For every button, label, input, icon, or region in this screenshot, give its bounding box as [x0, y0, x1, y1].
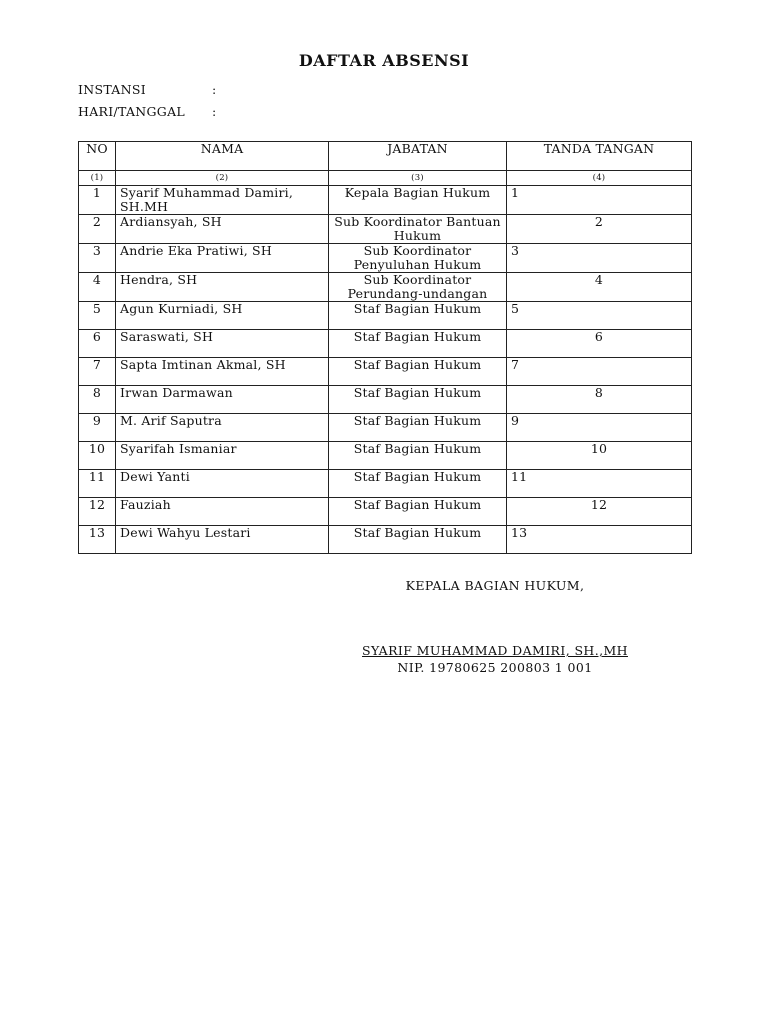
row-jabatan: Staf Bagian Hukum [329, 526, 507, 554]
table-row [79, 470, 692, 498]
attendance-table [78, 141, 692, 554]
row-jabatan: Sub Koordinator Penyuluhan Hukum [329, 244, 507, 273]
subheader-cell: (4) [507, 171, 692, 186]
field-separator: : [212, 104, 217, 119]
document-title: DAFTAR ABSENSI [298, 51, 470, 70]
table-row [79, 386, 692, 414]
header-row [79, 142, 692, 171]
subheader-cell: (3) [329, 171, 507, 186]
row-jabatan: Staf Bagian Hukum [329, 442, 507, 470]
row-nama: Fauziah [116, 498, 329, 526]
row-no: 12 [79, 498, 116, 526]
row-no: 9 [79, 414, 116, 442]
row-tanda-tangan: 6 [507, 330, 692, 358]
field-separator: : [212, 82, 217, 97]
row-jabatan: Staf Bagian Hukum [329, 358, 507, 386]
table-row [79, 273, 692, 302]
row-jabatan: Kepala Bagian Hukum [329, 186, 507, 215]
subheader-row [79, 171, 692, 186]
field-hari-tanggal [78, 104, 217, 119]
row-jabatan: Staf Bagian Hukum [329, 302, 507, 330]
row-tanda-tangan: 10 [507, 442, 692, 470]
row-nama: Ardiansyah, SH [116, 215, 329, 244]
row-tanda-tangan: 7 [507, 358, 692, 386]
row-nama: Syarif Muhammad Damiri, SH.MH [116, 186, 329, 215]
row-nama: Sapta Imtinan Akmal, SH [116, 358, 329, 386]
subheader-cell: (1) [79, 171, 116, 186]
row-tanda-tangan: 12 [507, 498, 692, 526]
field-label: HARI/TANGGAL [78, 104, 186, 119]
row-jabatan: Staf Bagian Hukum [329, 470, 507, 498]
row-nama: Hendra, SH [116, 273, 329, 302]
row-nama: Agun Kurniadi, SH [116, 302, 329, 330]
table-row [79, 215, 692, 244]
table-row [79, 358, 692, 386]
header-jabatan: JABATAN [329, 142, 507, 171]
table-row [79, 244, 692, 273]
table-row [79, 302, 692, 330]
row-jabatan: Sub Koordinator Bantuan Hukum [329, 215, 507, 244]
header-no: NO [79, 142, 116, 171]
row-no: 3 [79, 244, 116, 273]
signer-nip: NIP. 19780625 200803 1 001 [397, 660, 593, 675]
row-no: 5 [79, 302, 116, 330]
field-instansi [78, 82, 217, 97]
row-jabatan: Staf Bagian Hukum [329, 386, 507, 414]
field-label: INSTANSI [78, 82, 146, 97]
row-tanda-tangan: 2 [507, 215, 692, 244]
row-nama: Dewi Wahyu Lestari [116, 526, 329, 554]
row-nama: Irwan Darmawan [116, 386, 329, 414]
row-no: 13 [79, 526, 116, 554]
row-no: 2 [79, 215, 116, 244]
row-tanda-tangan: 8 [507, 386, 692, 414]
row-no: 11 [79, 470, 116, 498]
row-tanda-tangan: 4 [507, 273, 692, 302]
row-no: 1 [79, 186, 116, 215]
row-nama: Andrie Eka Pratiwi, SH [116, 244, 329, 273]
row-tanda-tangan: 3 [507, 244, 692, 273]
row-nama: M. Arif Saputra [116, 414, 329, 442]
row-tanda-tangan: 5 [507, 302, 692, 330]
row-nama: Saraswati, SH [116, 330, 329, 358]
table-row [79, 526, 692, 554]
table-row [79, 414, 692, 442]
signer-name: SYARIF MUHAMMAD DAMIRI, SH.,MH [362, 643, 628, 658]
row-jabatan: Staf Bagian Hukum [329, 330, 507, 358]
table-row [79, 186, 692, 215]
row-jabatan: Staf Bagian Hukum [329, 498, 507, 526]
row-no: 7 [79, 358, 116, 386]
table-row [79, 330, 692, 358]
row-jabatan: Staf Bagian Hukum [329, 414, 507, 442]
signer-position: KEPALA BAGIAN HUKUM, [405, 578, 585, 593]
row-nama: Syarifah Ismaniar [116, 442, 329, 470]
table-row [79, 498, 692, 526]
row-tanda-tangan: 9 [507, 414, 692, 442]
row-no: 10 [79, 442, 116, 470]
row-tanda-tangan: 11 [507, 470, 692, 498]
header-tanda-tangan: TANDA TANGAN [507, 142, 692, 171]
row-no: 4 [79, 273, 116, 302]
row-no: 8 [79, 386, 116, 414]
row-jabatan: Sub Koordinator Perundang-undangan [329, 273, 507, 302]
header-nama: NAMA [116, 142, 329, 171]
row-no: 6 [79, 330, 116, 358]
subheader-cell: (2) [116, 171, 329, 186]
row-tanda-tangan: 13 [507, 526, 692, 554]
row-nama: Dewi Yanti [116, 470, 329, 498]
row-tanda-tangan: 1 [507, 186, 692, 215]
table-row [79, 442, 692, 470]
